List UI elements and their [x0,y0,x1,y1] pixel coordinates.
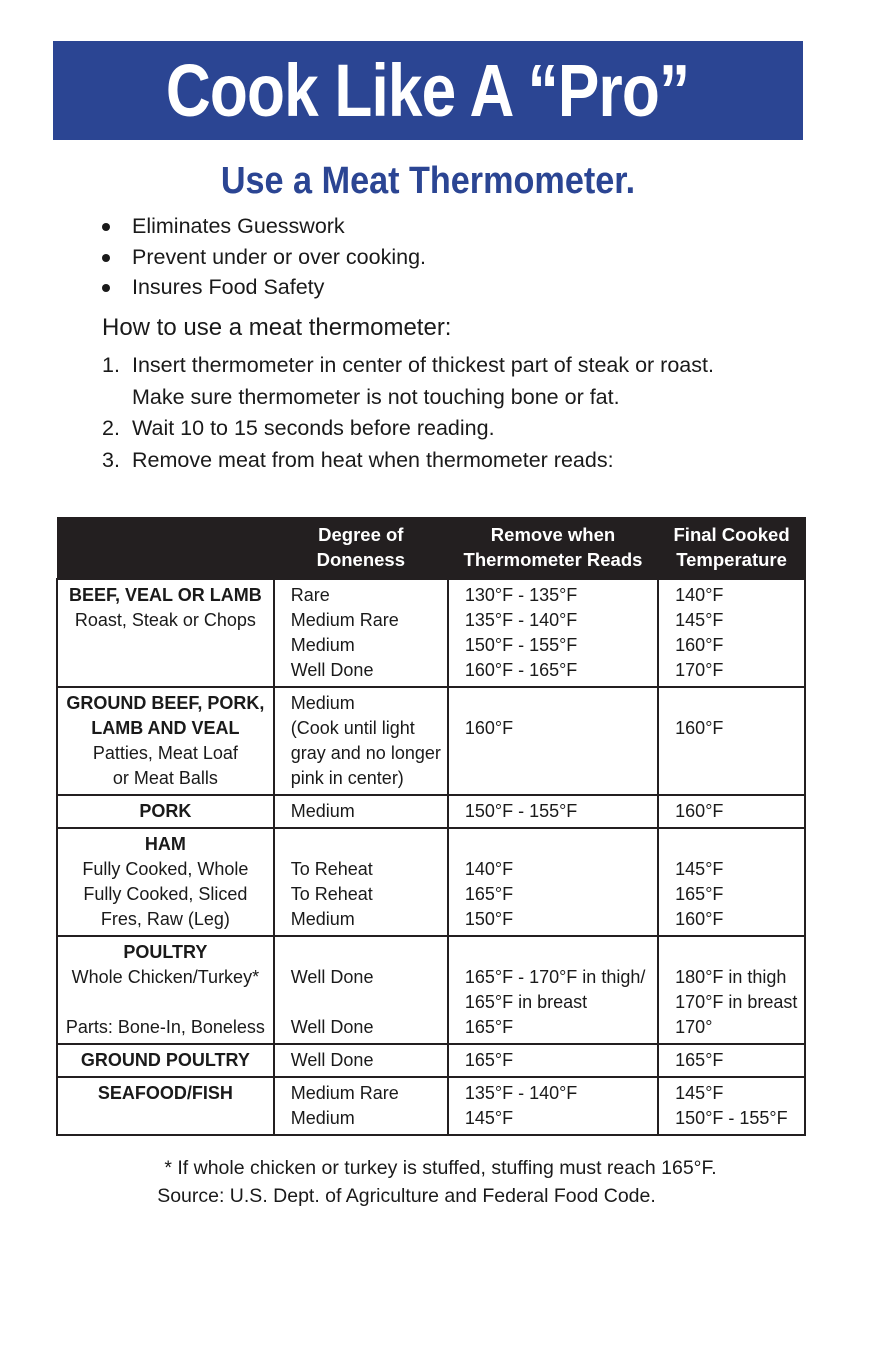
doneness-cell [274,1044,448,1077]
remove-value: 135°F - 140°F [464,610,578,630]
remove-cell [448,1077,658,1135]
table-row [57,579,805,687]
title-banner [53,41,803,140]
doneness-value [291,990,441,1015]
category-detail: or Meat Balls [112,768,218,788]
remove-value: 165°F [464,1050,514,1070]
final-value [675,940,798,965]
table-row [57,936,805,1044]
header-blank [57,518,274,580]
doneness-cell [274,1077,448,1135]
doneness-value: Well Done [290,1017,374,1037]
category-name: HAM [144,834,186,854]
final-value: 160°F [675,718,724,738]
category-name: GROUND BEEF, PORK, [66,693,265,713]
doneness-value: Well Done [290,1050,374,1070]
remove-value [465,832,651,857]
final-value: 160°F [675,801,724,821]
doneness-cell [274,579,448,687]
final-value: 145°F [675,1083,724,1103]
source-note: Source: U.S. Dept. of Agriculture and Federal Food Code. [157,1185,656,1207]
final-value: 145°F [675,610,724,630]
remove-value: 135°F - 140°F [464,1083,578,1103]
doneness-value: Well Done [290,967,374,987]
remove-cell [448,1044,658,1077]
category-cell [57,1044,274,1077]
category-detail: Parts: Bone-In, Boneless [65,1017,265,1037]
header-line: Remove when [490,524,616,545]
doneness-value: To Reheat [290,884,373,904]
doneness-value: gray and no longer [290,743,441,763]
table-row [57,1077,805,1135]
final-value: 145°F [675,859,724,879]
benefit-item: Eliminates Guesswork [98,211,426,242]
category-name: GROUND POULTRY [80,1050,250,1070]
remove-value [465,940,651,965]
doneness-value: pink in center) [290,768,404,788]
table-body [57,579,805,1135]
doneness-value [291,832,441,857]
category-name: POULTRY [123,942,208,962]
category-name: LAMB AND VEAL [91,718,240,738]
category-name: BEEF, VEAL OR LAMB [69,585,262,605]
category-detail: Patties, Meat Loaf [92,743,238,763]
final-cell [658,828,805,936]
final-value: 165°F [675,884,724,904]
category-detail [62,990,269,1015]
category-detail: Fully Cooked, Whole [82,859,249,879]
remove-value: 145°F [464,1108,514,1128]
doneness-cell [274,936,448,1044]
final-value [675,691,798,716]
doneness-cell [274,795,448,828]
doneness-value: Medium Rare [290,610,399,630]
category-name: PORK [139,801,192,821]
final-cell [658,1044,805,1077]
final-cell [658,687,805,795]
final-value: 160°F [675,635,724,655]
table-row [57,1044,805,1077]
remove-value: 140°F [464,859,514,879]
final-cell [658,936,805,1044]
remove-value: 150°F - 155°F [464,635,578,655]
category-cell [57,936,274,1044]
doneness-cell [274,828,448,936]
category-cell [57,687,274,795]
header-doneness [274,518,448,580]
final-cell [658,579,805,687]
final-value: 170° [675,1017,713,1037]
header-line: Final Cooked [673,524,790,545]
category-detail: Fres, Raw (Leg) [100,909,230,929]
remove-value: 165°F [464,884,514,904]
table-row [57,828,805,936]
doneness-value: To Reheat [290,859,373,879]
doneness-cell [274,687,448,795]
page-title: Cook Like A “Pro” [166,49,690,132]
step-number: 1. [102,353,120,377]
category-cell [57,1077,274,1135]
header-line: Thermometer Reads [463,549,643,570]
remove-value: 160°F - 165°F [464,660,578,680]
category-cell [57,579,274,687]
doneness-value: Medium [290,909,355,929]
step-number: 2. [102,416,120,440]
remove-cell [448,579,658,687]
final-value [675,832,798,857]
remove-value: 160°F [464,718,514,738]
table-row [57,687,805,795]
benefit-item: Insures Food Safety [98,272,426,303]
final-value: 160°F [675,909,724,929]
step-item [102,445,714,477]
doneness-value: Medium [290,635,355,655]
step-text: Wait 10 to 15 seconds before reading. [132,416,495,440]
benefits-list [98,211,426,303]
step-number: 3. [102,447,120,472]
step-text: Remove meat from heat when thermometer reads: [132,447,614,472]
doneness-value: Medium Rare [290,1083,399,1103]
steps-list [102,350,714,476]
remove-value: 165°F in breast [464,992,588,1012]
final-value: 150°F - 155°F [675,1108,788,1128]
footnote: * If whole chicken or turkey is stuffed, stuffing must reach 165°F. [164,1157,717,1179]
howto-heading: How to use a meat thermometer: [102,314,452,341]
remove-cell [448,687,658,795]
final-cell [658,1077,805,1135]
doneness-value: (Cook until light [290,718,415,738]
final-value: 180°F in thigh [675,967,787,987]
final-value: 165°F [675,1050,724,1070]
subtitle: Use a Meat Thermometer. [220,160,636,202]
remove-value: 165°F - 170°F in thigh/ [464,967,646,987]
benefit-item: Prevent under or over cooking. [98,242,426,273]
remove-cell [448,936,658,1044]
category-name: SEAFOOD/FISH [97,1083,233,1103]
remove-value: 130°F - 135°F [464,585,578,605]
category-detail: Roast, Steak or Chops [74,610,256,630]
remove-value [465,691,651,716]
doneness-value: Medium [290,801,355,821]
temperature-table [56,517,806,1136]
final-value: 140°F [675,585,724,605]
doneness-value [291,940,441,965]
table-header-row [57,518,805,580]
header-final [658,518,805,580]
final-cell [658,795,805,828]
final-value: 170°F [675,660,724,680]
category-cell [57,795,274,828]
step-text: Make sure thermometer is not touching bone or fat. [132,384,620,409]
header-line: Doneness [316,549,406,570]
doneness-value: Medium [290,1108,355,1128]
category-detail: Whole Chicken/Turkey* [71,967,260,987]
remove-cell [448,828,658,936]
remove-value: 150°F [464,909,514,929]
header-remove [448,518,658,580]
step-item [102,413,714,445]
doneness-value: Medium [290,693,355,713]
category-detail: Fully Cooked, Sliced [83,884,248,904]
step-item [102,350,714,413]
final-value: 170°F in breast [675,992,798,1012]
category-cell [57,828,274,936]
remove-cell [448,795,658,828]
header-line: Temperature [676,549,787,570]
step-text: Insert thermometer in center of thickest part of steak or roast. [132,353,714,377]
table-row [57,795,805,828]
header-line: Degree of [318,524,404,545]
doneness-value: Well Done [290,660,374,680]
remove-value: 165°F [464,1017,514,1037]
doneness-value: Rare [290,585,330,605]
remove-value: 150°F - 155°F [464,801,578,821]
